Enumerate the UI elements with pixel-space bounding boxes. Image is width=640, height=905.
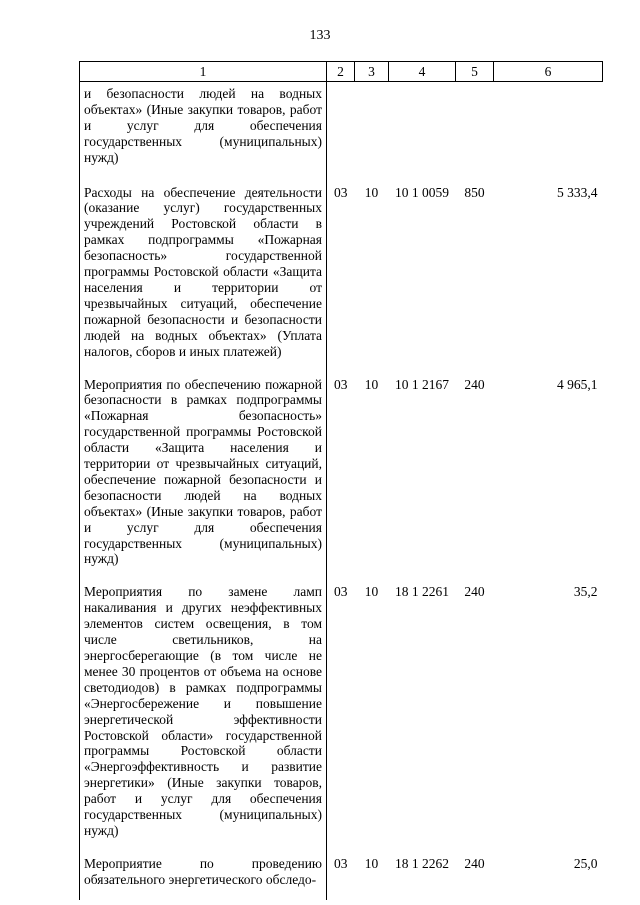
row-subsection: 10 [364, 584, 379, 600]
header-col-5: 5 [456, 62, 494, 82]
row-target-code: 10 1 0059 [395, 184, 449, 200]
row-amount: 25,0 [573, 855, 598, 871]
row-target-code: 10 1 2167 [395, 376, 449, 392]
row-amount [494, 82, 603, 180]
row-expense-type: 240 [464, 855, 485, 871]
header-col-6: 6 [494, 62, 603, 82]
row-amount: 4 965,1 [557, 376, 598, 392]
budget-table [79, 61, 603, 900]
row-target-code: 18 1 2261 [395, 584, 449, 600]
row-description: Мероприятия по обеспечению пожарной безопасности в рамках подпрограммы «Пожарная безопасность» государственной программы Ростовской области «Защита населения и территории от чрезвычайных ситуаций, обеспечение пожарной безопасности и безопасности людей на водных объектах» (Иные закупки товаров, работ и услуг для обеспечения государственных (муниципальных) нужд) [80, 372, 327, 580]
table-header-row [80, 62, 603, 82]
row-amount: 5 333,4 [557, 184, 598, 200]
row-description: Мероприятия по замене ламп накаливания и других неэффективных элементов систем освещения, в том числе светильников, на энергосберегающие (в том числе не менее 30 процентов от объема на основе светодиодов) в рамках подпрограммы «Энергосбережение и повышение энергетической эффективности Ростовской области» государственной программы Ростовской области «Энергоэффективность и развитие энергетики» (Иные закупки товаров, работ и услуг для обеспечения государственных (муниципальных) нужд) [80, 579, 327, 851]
row-expense-type: 850 [464, 184, 485, 200]
header-col-1: 1 [80, 62, 327, 82]
row-section: 03 [334, 855, 348, 871]
row-expense-type: 240 [464, 584, 485, 600]
table-row [80, 372, 603, 580]
row-section: 03 [334, 376, 348, 392]
header-col-3: 3 [355, 62, 389, 82]
row-amount: 35,2 [573, 584, 598, 600]
row-description: Расходы на обеспечение деятельности (оказание услуг) государственных учреждений Ростовской области в рамках подпрограммы «Пожарная безопасность» государственной программы Ростовской области «Защита населения и территории от чрезвычайных ситуаций, обеспечение пожарной безопасности и безопасности людей на водных объектах» (Уплата налогов, сборов и иных платежей) [80, 180, 327, 372]
row-description: Мероприятие по проведению обязательного энергетического обследо- [80, 851, 327, 900]
row-expense-type [456, 82, 494, 180]
row-subsection [355, 82, 389, 180]
row-section: 03 [334, 584, 348, 600]
row-target-code [389, 82, 456, 180]
header-col-2: 2 [327, 62, 355, 82]
row-section: 03 [334, 184, 348, 200]
row-expense-type: 240 [464, 376, 485, 392]
page-number: 133 [309, 28, 331, 43]
header-col-4: 4 [389, 62, 456, 82]
table-row [80, 851, 603, 900]
row-subsection: 10 [364, 376, 379, 392]
table-row [80, 82, 603, 180]
row-subsection: 10 [364, 855, 379, 871]
table-row [80, 180, 603, 372]
row-subsection: 10 [364, 184, 379, 200]
row-target-code: 18 1 2262 [395, 855, 449, 871]
row-section [327, 82, 355, 180]
table-row [80, 579, 603, 851]
row-description: и безопасности людей на водных объектах» (Иные закупки товаров, работ и услуг для обеспечения государственных (муниципальных) нужд) [80, 82, 327, 180]
